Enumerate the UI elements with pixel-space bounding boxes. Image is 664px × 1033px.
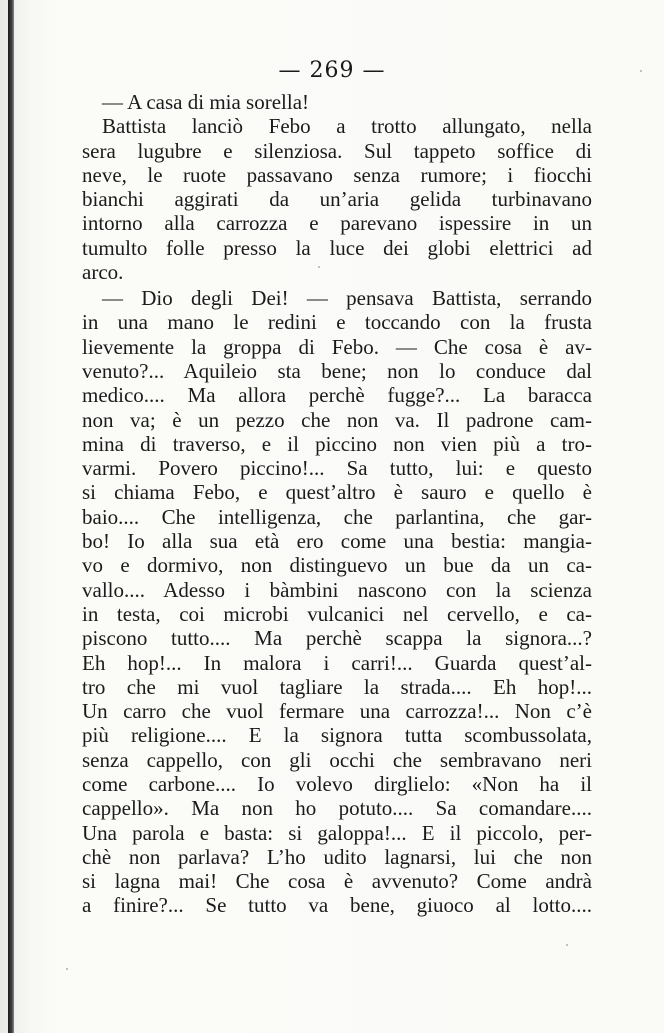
text-line: medico.... Ma allora perchè fugge?... La baracca (82, 383, 592, 408)
text-line: come carbone.... Io volevo dirglielo: «Non ha il (82, 772, 592, 796)
text-line: varmi. Povero piccino!... Sa tutto, lui: e questo (82, 456, 592, 481)
text-line: si chiama Febo, e quest’altro è sauro e quello è (82, 480, 592, 505)
text-line: lievemente la groppa di Febo. — Che cosa è av- (82, 334, 592, 359)
text-line: — Dio degli Dei! — pensava Battista, serrando (102, 286, 592, 311)
paper-speck (318, 266, 320, 268)
text-line: venuto?... Aquileio sta bene; non lo conduce dal (82, 358, 592, 383)
text-line: Battista lanciò Febo a trotto allungato, nella (102, 114, 592, 139)
text-line: a finire?... Se tutto va bene, giuoco al lotto.... (82, 893, 592, 918)
text-line: cappello». Ma non ho potuto.... Sa comandare.... (82, 796, 592, 821)
text-line: bianchi aggirati da un’aria gelida turbinavano (82, 187, 592, 212)
paper-speck (66, 968, 68, 970)
text-line: in testa, coi microbi vulcanici nel cervello, e ca- (82, 601, 592, 626)
text-line: mina di traverso, e il piccino non vien più a tro- (82, 431, 592, 456)
text-line: non va; è un pezzo che non va. Il padrone cam- (82, 407, 592, 432)
text-line: sera lugubre e silenziosa. Sul tappeto soffice di (82, 138, 592, 163)
text-line: chè non parlava? L’ho udito lagnarsi, lui che non (82, 844, 592, 869)
text-line: piscono tutto.... Ma perchè scappa la signora...? (82, 626, 592, 651)
text-line: più religione.... E la signora tutta scombussolata, (82, 723, 592, 748)
paper-speck (566, 944, 568, 946)
text-line: arco. (82, 260, 124, 285)
text-line: tro che mi vuol tagliare la strada.... Eh hop!... (82, 674, 592, 699)
text-line: baio.... Che intelligenza, che parlantina, che gar- (82, 504, 592, 529)
text-line: neve, le ruote passavano senza rumore; i fiocchi (82, 162, 592, 187)
page-binding-edge (8, 0, 14, 1033)
text-line: tumulto folle presso la luce dei globi elettrici ad (82, 235, 592, 260)
text-line: intorno alla carrozza e parevano ispessire in un (82, 211, 592, 236)
paper-speck (640, 70, 642, 72)
text-line: — A casa di mia sorella! (102, 90, 310, 114)
text-line: bo! Io alla sua età ero come una bestia: mangia- (82, 529, 592, 554)
body-text (82, 90, 592, 918)
text-line: si lagna mai! Che cosa è avvenuto? Come andrà (82, 869, 592, 894)
text-line: vo e dormivo, non distinguevo un bue da un ca- (82, 553, 592, 578)
text-line: in una mano le redini e toccando con la frusta (82, 310, 592, 335)
text-line: vallo.... Adesso i bàmbini nascono con la scienza (82, 577, 592, 602)
page-number: — 269 — (278, 58, 386, 83)
text-line: Un carro che vuol fermare una carrozza!... Non c’è (82, 699, 592, 724)
text-line: senza cappello, con gli occhi che sembravano neri (82, 747, 592, 772)
text-line: Una parola e basta: si galoppa!... E il piccolo, per- (82, 820, 592, 845)
text-line: Eh hop!... In malora i carri!... Guarda quest’al- (82, 650, 592, 675)
